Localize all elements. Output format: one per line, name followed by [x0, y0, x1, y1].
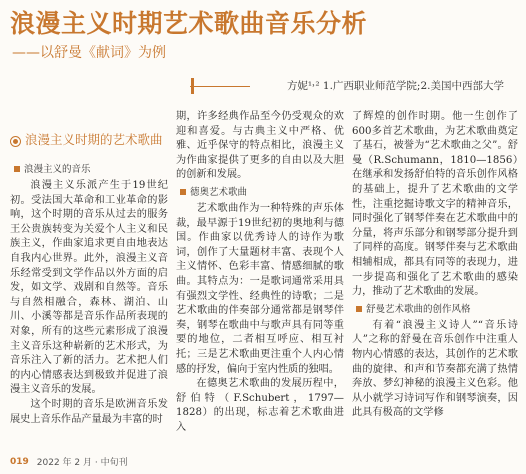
section-bullet-icon [10, 136, 21, 147]
paragraph: 在德奥艺术歌曲的发展历程中，舒伯特（F.Schubert，1797—1828）的出现，标志着艺术歌曲进入 [176, 378, 344, 433]
paragraph: 了辉煌的创作时期。他一生创作了600多首艺术歌曲，为艺术歌曲奠定了基石，被誉为“艺术歌曲之父”。舒曼（R.Schumann，1810—1856）在继承和发扬舒伯特的音乐创作风格的基础上，提升了艺术歌曲的文学性，注重挖掘诗歌文字的精神音乐，同时强化了钢琴伴奏在艺术歌曲中的分量，将声乐部分和钢琴部分提升到了同样的高度。钢琴伴奏与艺术歌曲相辅相成，都具有同等的表现力，进一步提高和强化了艺术歌曲的感染力，推动了艺术歌曲的发展。 [352, 111, 518, 298]
subsection-heading: 浪漫主义的音乐 [10, 162, 168, 177]
author-affiliation: 方妮¹˒² 1.广西职业师范学院;2.美国中西部大学 [286, 80, 504, 92]
page-footer [10, 455, 128, 468]
paragraph: 浪漫主义乐派产生于19世纪初。受法国大革命和工业革命的影响，这个时期的音乐从过去的服务王公贵族转变为关爱个人主义和民族主义，作曲家追求更自由地表达自我内心世界。此外，浪漫主义音乐经常受到文学作品以外方面的启发，如文学、戏剧和自然等。音乐与自然相融合，森林、湖泊、山川、小溪等都是音乐作品所表现的对象，所有的这些元素形成了浪漫主义音乐这种崭新的艺术形式，为音乐注入了新的活力。艺术把人们的内心情感表达到极致并促进了浪漫主义音乐的发展。 [10, 180, 168, 396]
column-2 [176, 110, 344, 435]
paragraph: 期，许多经典作品至今仍受观众的欢迎和喜爱。与古典主义中严格、优雅、近乎保守的特点相比，浪漫主义为作曲家提供了更多的自由以及大胆的创新和发展。 [176, 111, 344, 181]
issue-info: 2022 年 2 月 · 中旬刊 [36, 458, 128, 468]
subsection-heading: 德奥艺术歌曲 [176, 185, 344, 200]
paragraph: 这个时期的音乐是欧洲音乐发展史上音乐作品产量最为丰富的时 [10, 398, 168, 425]
author-bar [191, 78, 504, 94]
column-1 [10, 110, 168, 427]
article-subtitle: ——以舒曼《献词》为例 [12, 45, 166, 61]
article-title: 浪漫主义时期艺术歌曲音乐分析 [10, 9, 368, 38]
section-heading-text: 浪漫主义时期的艺术歌曲 [25, 132, 163, 147]
subsection-heading: 舒曼艺术歌曲的创作风格 [352, 302, 518, 317]
column-3 [352, 110, 518, 421]
paragraph: 有着“浪漫主义诗人”“音乐诗人”之称的舒曼在音乐创作中注重人物内心情感的表达，其创作的艺术歌曲的旋律、和声和节奏都充满了热情奔放、梦幻神秘的浪漫主义色彩。他从小就学习诗词写作和钢琴演奏，因此具有极高的文学修 [352, 319, 518, 419]
page-number: 019 [10, 456, 29, 467]
paragraph: 艺术歌曲作为一种特殊的声乐体裁，最早源于19世纪初的奥地利与德国。作曲家以优秀诗人的诗作为歌词，创作了大量题材丰富、表现个人主义情怀、色彩丰富、情感细腻的歌曲。其特点为：一是歌词通常采用具有强烈文学性、经典性的诗歌；二是艺术歌曲的伴奏部分通常都是钢琴伴奏，钢琴在歌曲中与歌声具有同等重要的地位，二者相互呼应、相互衬托；三是艺术歌曲更注重个人内心情感的抒发，偏向于室内性质的独唱。 [176, 202, 344, 375]
section-heading [10, 132, 168, 148]
author-divider [190, 86, 250, 87]
